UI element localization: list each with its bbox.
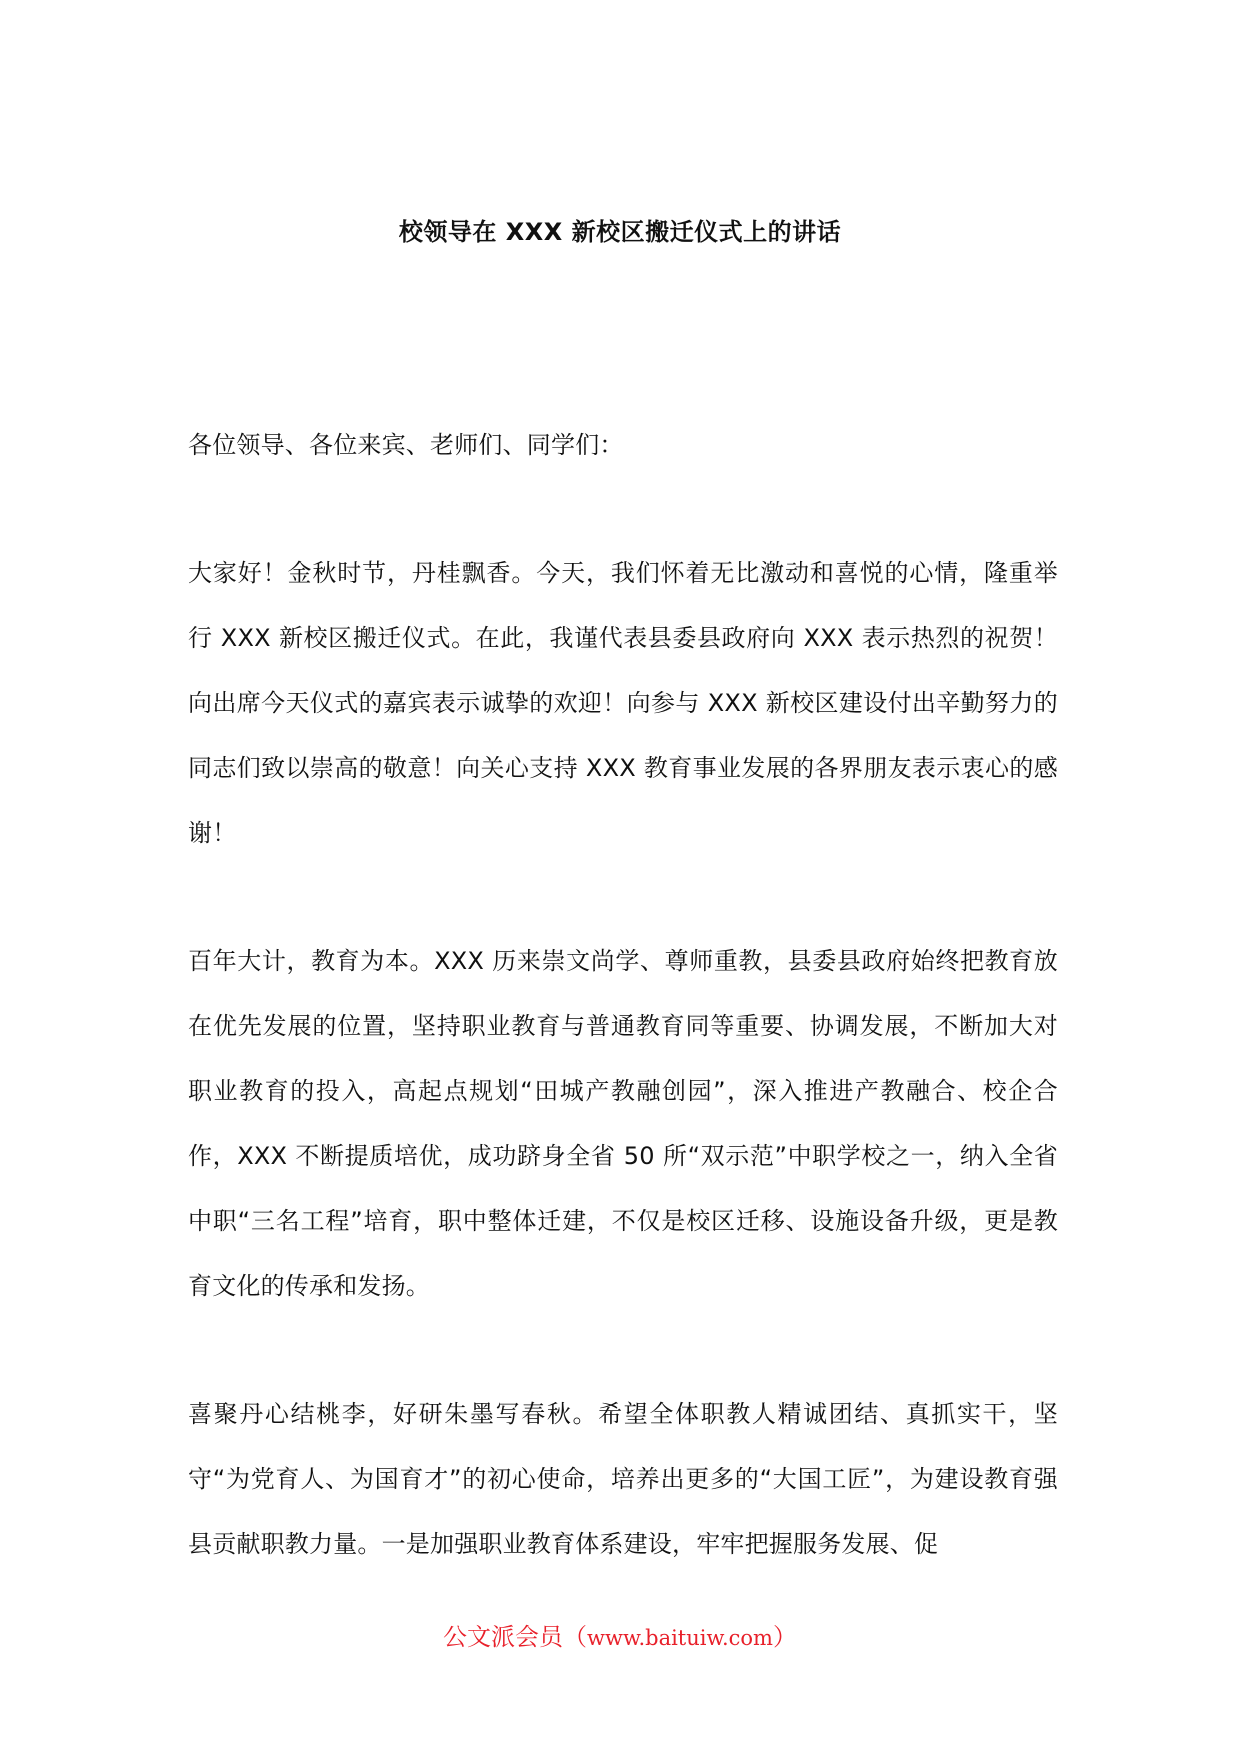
salutation: 各位领导、各位来宾、老师们、同学们： <box>188 431 624 459</box>
paragraph-1: 大家好！金秋时节，丹桂飘香。今天，我们怀着无比激动和喜悦的心情，隆重举行 XXX 新校区搬迁仪式。在此，我谨代表县委县政府向 XXX 表示热烈的祝贺！向出席今天仪式的嘉宾表示诚挚的欢迎！向参与 XXX 新校区建设付出辛勤努力的同志们致以崇高的敬意！向关心支持 XXX 教育事业发展的各界朋友表示衷心的感谢！ <box>188 559 1058 847</box>
document-title: 校领导在 XXX 新校区搬迁仪式上的讲话 <box>398 218 842 246</box>
footer-url[interactable]: www.baituiw.com <box>587 1626 773 1650</box>
footer-label: 公文派会员 <box>443 1623 564 1651</box>
paragraph-2: 百年大计，教育为本。XXX 历来崇文尚学、尊师重教，县委县政府始终把教育放在优先发展的位置，坚持职业教育与普通教育同等重要、协调发展，不断加大对职业教育的投入，高起点规划“田城产教融创园”，深入推进产教融合、校企合作，XXX 不断提质培优，成功跻身全省 50 所“双示范”中职学校之一，纳入全省中职“三名工程”培育，职中整体迁建，不仅是校区迁移、设施设备升级，更是教育文化的传承和发扬。 <box>188 947 1058 1300</box>
footer-watermark <box>0 1620 1240 1655</box>
footer-close-paren: ） <box>772 1623 797 1651</box>
paragraph-3: 喜聚丹心结桃李，好研朱墨写春秋。希望全体职教人精诚团结、真抓实干，坚守“为党育人、为国育才”的初心使命，培养出更多的“大国工匠”，为建设教育强县贡献职教力量。一是加强职业教育体系建设，牢牢把握服务发展、促 <box>188 1400 1058 1558</box>
footer-open-paren: （ <box>563 1623 588 1651</box>
